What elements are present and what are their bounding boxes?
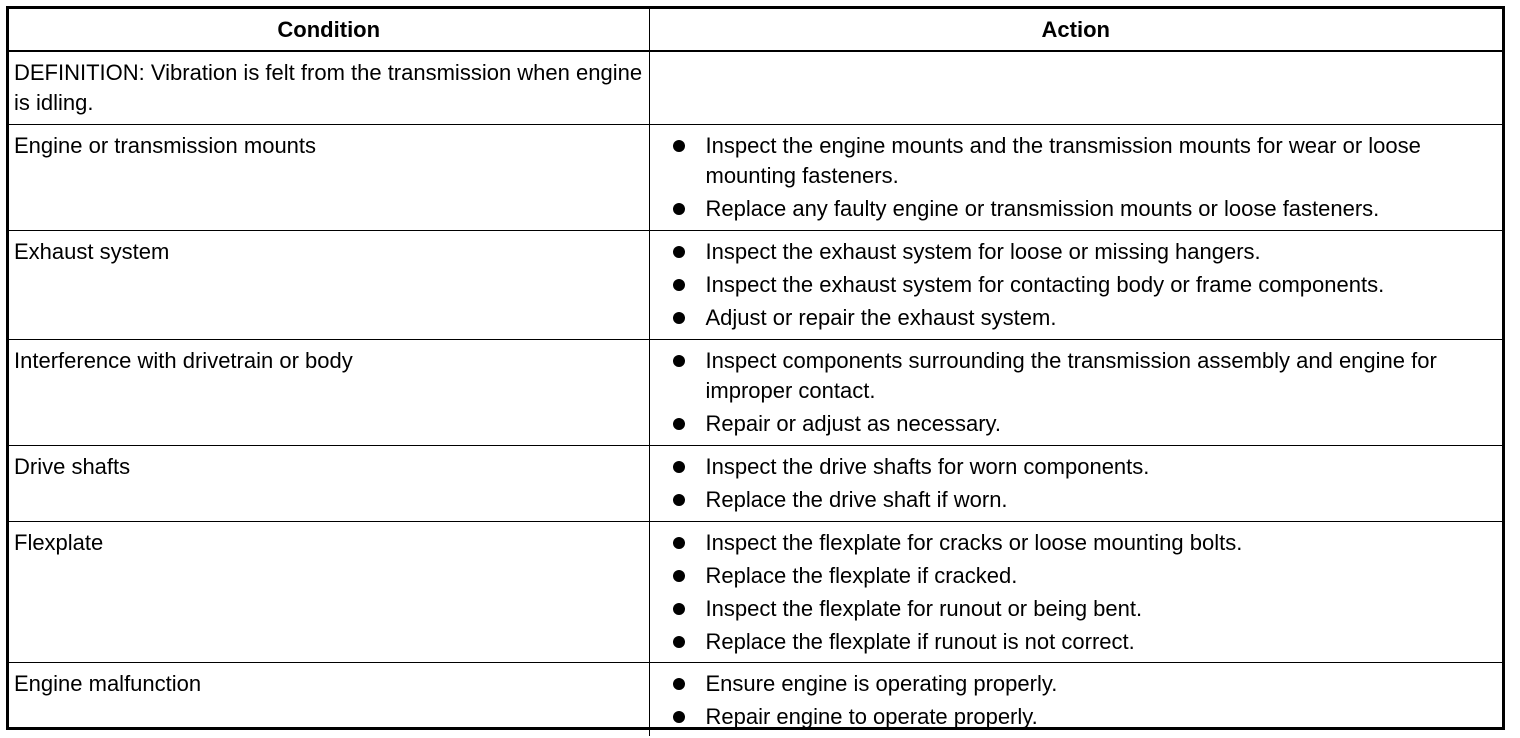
action-item (655, 669, 1499, 699)
action-text: Replace the drive shaft if worn. (705, 487, 1008, 512)
action-item (655, 528, 1499, 558)
action-cell (649, 340, 1502, 446)
diagnosis-table (9, 9, 1502, 736)
action-list (655, 131, 1499, 224)
definition-row (9, 51, 1502, 125)
action-list (655, 669, 1499, 732)
action-text: Inspect components surrounding the transmission assembly and engine for improper contact. (705, 348, 1437, 403)
action-text: Replace the flexplate if cracked. (705, 563, 1018, 588)
table-row (9, 125, 1502, 231)
bullet-icon (673, 312, 685, 324)
action-item (655, 702, 1499, 732)
action-item (655, 346, 1499, 406)
action-cell (649, 125, 1502, 231)
action-item (655, 303, 1499, 333)
action-cell (649, 663, 1502, 737)
header-row (9, 9, 1502, 51)
bullet-icon (673, 355, 685, 367)
bullet-icon (673, 537, 685, 549)
condition-cell: Drive shafts (9, 446, 649, 522)
action-text: Inspect the drive shafts for worn components. (705, 454, 1150, 479)
table-row (9, 663, 1502, 737)
header-condition: Condition (9, 9, 649, 51)
action-item (655, 409, 1499, 439)
condition-cell: Exhaust system (9, 231, 649, 340)
table-row (9, 340, 1502, 446)
bullet-icon (673, 711, 685, 723)
action-item (655, 270, 1499, 300)
action-cell (649, 446, 1502, 522)
bullet-icon (673, 279, 685, 291)
action-text: Inspect the exhaust system for contacting body or frame components. (705, 272, 1385, 297)
action-item (655, 131, 1499, 191)
action-cell (649, 522, 1502, 663)
action-text: Replace the flexplate if runout is not correct. (705, 629, 1135, 654)
bullet-icon (673, 603, 685, 615)
bullet-icon (673, 570, 685, 582)
bullet-icon (673, 678, 685, 690)
action-list (655, 346, 1499, 439)
action-list (655, 237, 1499, 333)
bullet-icon (673, 418, 685, 430)
action-item (655, 561, 1499, 591)
action-text: Replace any faulty engine or transmission mounts or loose fasteners. (705, 196, 1380, 221)
action-item (655, 594, 1499, 624)
condition-cell: Flexplate (9, 522, 649, 663)
condition-cell: Engine malfunction (9, 663, 649, 737)
action-item (655, 627, 1499, 657)
action-text: Inspect the engine mounts and the transmission mounts for wear or loose mounting fasteners. (705, 133, 1421, 188)
condition-cell: Engine or transmission mounts (9, 125, 649, 231)
action-item (655, 452, 1499, 482)
condition-cell: Interference with drivetrain or body (9, 340, 649, 446)
table-row (9, 231, 1502, 340)
action-text: Inspect the exhaust system for loose or missing hangers. (705, 239, 1261, 264)
bullet-icon (673, 140, 685, 152)
action-list (655, 528, 1499, 657)
action-text: Inspect the flexplate for runout or being bent. (705, 596, 1143, 621)
action-text: Ensure engine is operating properly. (705, 671, 1058, 696)
action-item (655, 194, 1499, 224)
action-text: Repair engine to operate properly. (705, 704, 1038, 729)
bullet-icon (673, 203, 685, 215)
bullet-icon (673, 636, 685, 648)
action-cell (649, 231, 1502, 340)
action-text: Repair or adjust as necessary. (705, 411, 1002, 436)
action-item (655, 237, 1499, 267)
action-list (655, 452, 1499, 515)
bullet-icon (673, 494, 685, 506)
definition-action-empty (649, 51, 1502, 125)
table-row (9, 522, 1502, 663)
diagnosis-table-frame (6, 6, 1505, 730)
table-row (9, 446, 1502, 522)
action-text: Adjust or repair the exhaust system. (705, 305, 1057, 330)
action-item (655, 485, 1499, 515)
action-text: Inspect the flexplate for cracks or loose mounting bolts. (705, 530, 1243, 555)
header-action: Action (649, 9, 1502, 51)
bullet-icon (673, 461, 685, 473)
definition-text: DEFINITION: Vibration is felt from the transmission when engine is idling. (9, 51, 649, 125)
bullet-icon (673, 246, 685, 258)
